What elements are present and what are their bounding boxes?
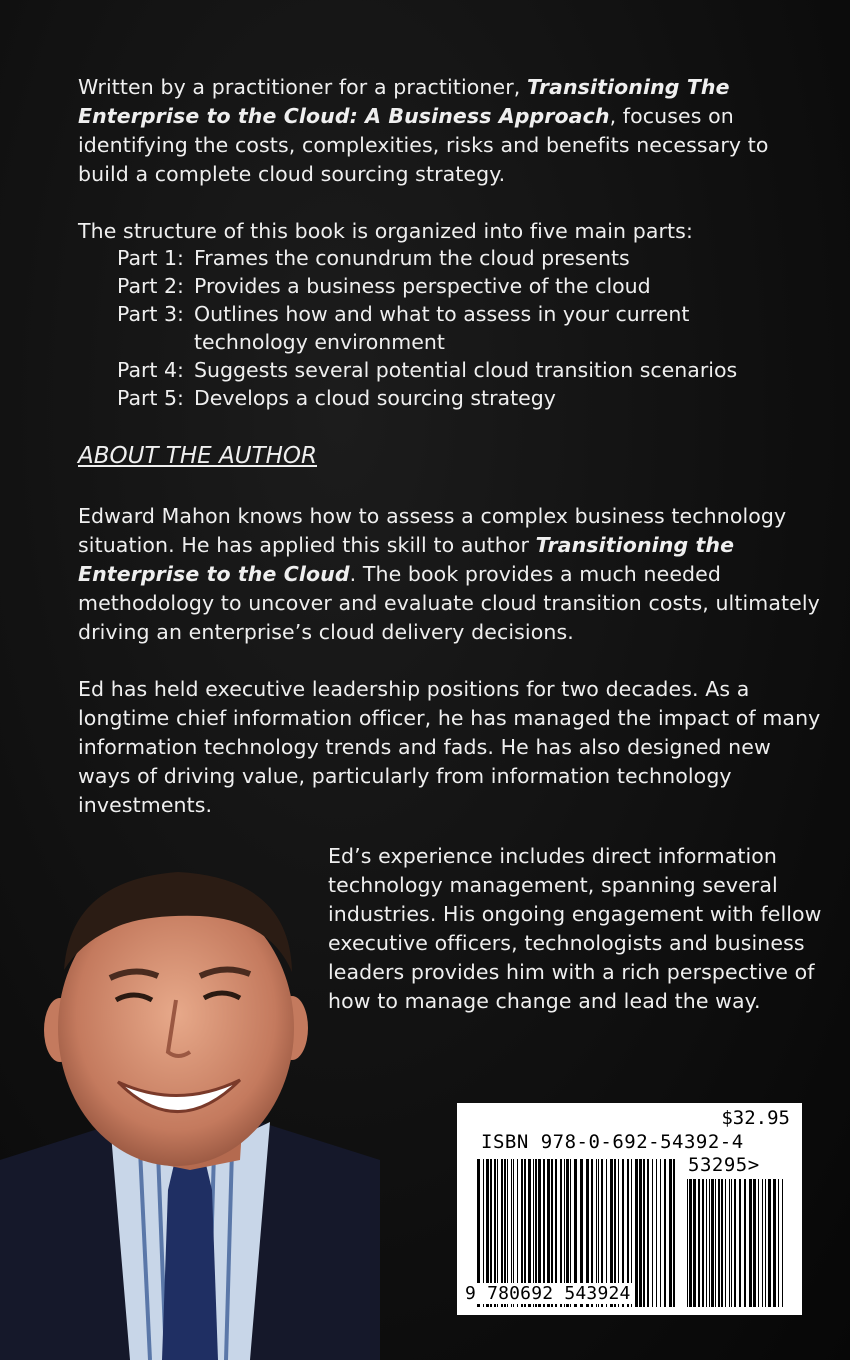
barcode-stripe [702,1179,704,1307]
barcode-stripe [639,1159,642,1307]
barcode-stripe [773,1179,776,1307]
barcode-stripe [635,1159,638,1307]
barcode-stripe [749,1179,752,1307]
bio-paragraph-1: Edward Mahon knows how to assess a complex business technology situation. He has applied this skill to author Transitioning the Enterprise to the Cloud. The book provides a much needed methodology to uncover and evaluate cloud transition costs, ultimately driving an enterprise’s cloud delivery decisions. [78,504,820,644]
barcode-stripe [734,1179,736,1307]
barcode-stripe [706,1179,707,1307]
barcode-stripe [731,1179,732,1307]
list-item: Part 4: Suggests several potential cloud transition scenarios [117,358,738,382]
barcode-stripe [725,1179,726,1307]
barcode-stripe [744,1179,746,1307]
barcode-stripe [698,1179,700,1307]
barcode-stripe [643,1159,645,1307]
barcode-stripe [765,1179,766,1307]
isbn-barcode [457,1103,802,1315]
barcode-stripe [709,1179,710,1307]
structure-intro: The structure of this book is organized into five main parts: [78,219,693,243]
barcode-stripe [768,1179,771,1307]
barcode-stripe [718,1179,720,1307]
barcode-stripe [721,1179,723,1307]
list-item: Part 1: Frames the conundrum the cloud presents [117,246,630,270]
barcode-stripe [656,1159,657,1307]
barcode-stripe [762,1179,763,1307]
parts-list [117,244,817,412]
intro-lead: Written by a practitioner for a practitioner, [78,75,527,99]
barcode-stripe [729,1179,730,1307]
addon-code: 53295> [688,1154,760,1176]
list-item: Part 2: Provides a business perspective of the cloud [117,274,651,298]
barcode-stripe [687,1179,688,1307]
barcode-stripe [647,1159,649,1307]
author-portrait [0,860,380,1360]
list-item: Part 5: Develops a cloud sourcing strategy [117,386,556,410]
bio-paragraph-3: Ed’s experience includes direct information technology management, spanning several industries. His ongoing engagement with fellow executive officers, technologists and business leaders provides him with a rich perspective of how to manage change and lead the way. [328,844,822,1013]
barcode-stripe [669,1159,672,1307]
barcode-stripe [778,1179,779,1307]
barcode-stripe [664,1159,666,1307]
book-title-short: Transitioning the Enterprise to the Cloud [78,533,735,586]
barcode-stripe [753,1179,756,1307]
about-heading: ABOUT THE AUTHOR [78,443,317,469]
barcode-stripe [660,1159,661,1307]
barcode-stripe [673,1159,675,1307]
barcode-stripe [689,1179,692,1307]
addon-bars [687,1179,787,1307]
isbn-number: ISBN 978-0-692-54392-4 [481,1131,744,1153]
list-item: Part 3: Outlines how and what to assess in your current technology environment [117,302,690,354]
intro-paragraph [78,73,823,189]
price: $32.95 [721,1107,790,1129]
barcode-stripe [739,1179,741,1307]
barcode-stripe [715,1179,716,1307]
barcode-stripe [782,1179,783,1307]
barcode-stripe [693,1179,696,1307]
barcode-stripe [652,1159,653,1307]
intro-rest: , focuses on identifying the costs, complexities, risks and benefits necessary to build a complete cloud sourcing strategy. [78,104,769,186]
barcode-digits: 9 780692 543924 [465,1283,631,1304]
barcode-stripe [758,1179,759,1307]
barcode-stripe [711,1179,714,1307]
bio-paragraph-2: Ed has held executive leadership positions for two decades. As a longtime chief information officer, he has managed the impact of many information technology trends and fads. He has also designed new ways of driving value, particularly from information technology investments. [78,677,821,817]
book-title: Transitioning The Enterprise to the Cloud: A Business Approach [78,75,730,128]
